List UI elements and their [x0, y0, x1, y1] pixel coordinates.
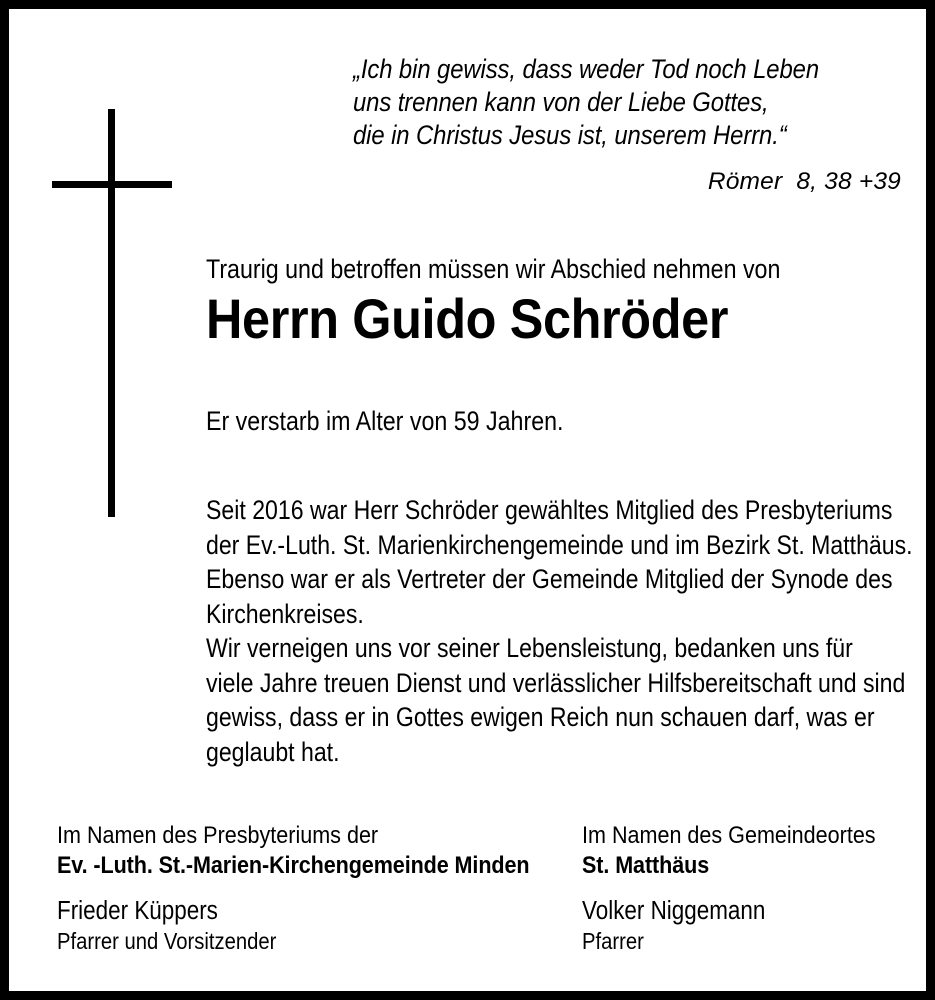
announcement-intro: Traurig und betroffen müssen wir Abschied nehmen von	[206, 254, 781, 284]
signatory-role: Pfarrer	[582, 928, 644, 954]
tribute-line: Seit 2016 war Herr Schröder gewähltes Mitglied des Presbyteriums	[206, 495, 893, 525]
deceased-name: Herrn Guido Schröder	[206, 287, 729, 350]
tribute-line: der Ev.-Luth. St. Marienkirchengemeinde und im Bezirk St. Matthäus.	[206, 529, 913, 560]
signatory-role: Pfarrer und Vorsitzender	[57, 928, 277, 954]
scripture-line-1: „Ich bin gewiss, dass weder Tod noch Leben	[353, 54, 820, 84]
scripture-line-2: uns trennen kann von der Liebe Gottes,	[353, 87, 769, 117]
tribute-line: Ebenso war er als Vertreter der Gemeinde Mitglied der Synode des	[206, 564, 893, 594]
signatory-lead: Im Namen des Gemeindeortes	[582, 822, 876, 849]
latin-cross-icon	[43, 100, 183, 520]
cross-vertical-bar	[108, 109, 115, 517]
scripture-line-3: die in Christus Jesus ist, unserem Herrn.“	[353, 120, 787, 150]
age-statement: Er verstarb im Alter von 59 Jahren.	[206, 406, 564, 436]
signatory-organization: Ev. -Luth. St.-Marien-Kirchengemeinde Minden	[57, 852, 530, 879]
announcement-block	[206, 252, 901, 438]
signatory-lead: Im Namen des Presbyteriums der	[57, 822, 379, 849]
tribute-line: gewiss, dass er in Gottes ewigen Reich nun schauen darf, was er	[206, 702, 875, 732]
tribute-line: geglaubt hat.	[206, 736, 340, 767]
scripture-quote	[353, 53, 901, 198]
signatory-person: Volker Niggemann	[582, 897, 766, 925]
signatory-column-parish	[582, 821, 902, 956]
cross-horizontal-bar	[52, 181, 172, 188]
scripture-reference: Römer 8, 38 +39	[707, 168, 901, 195]
tribute-line: viele Jahre treuen Dienst und verlässlicher Hilfsbereitschaft und sind	[206, 667, 906, 698]
signatory-organization: St. Matthäus	[582, 852, 710, 879]
tribute-line: Kirchenkreises.	[206, 598, 364, 629]
tribute-line: Wir verneigen uns vor seiner Lebensleistung, bedanken uns für	[206, 633, 853, 663]
tribute-block	[206, 493, 916, 769]
signatory-column-presbytery	[57, 821, 577, 956]
signatory-person: Frieder Küppers	[57, 897, 218, 925]
